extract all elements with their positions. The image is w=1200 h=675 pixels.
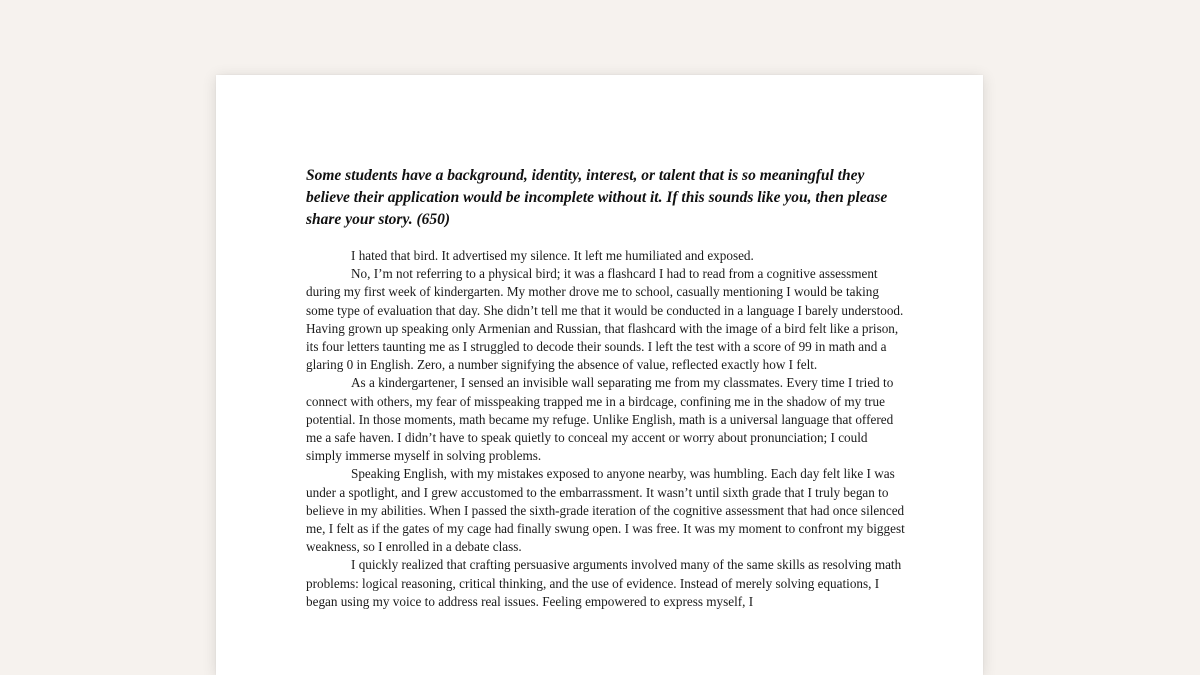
essay-paragraph-4: Speaking English, with my mistakes exposed to anyone nearby, was humbling. Each day felt like I was under a spotlight, and I grew accustomed to the embarrassment. It wasn’t until sixth grade that I truly began to believe in my abilities. When I passed the sixth-grade iteration of the cognitive assessment that had once silenced me, I felt as if the gates of my cage had finally swung open. I was free. It was my moment to confront my biggest weakness, so I enrolled in a debate class. (306, 466, 905, 555)
essay-paragraph-2: No, I’m not referring to a physical bird; it was a flashcard I had to read from a cognitive assessment during my first week of kindergarten. My mother drove me to school, casually mentioning I would be taking some type of evaluation that day. She didn’t tell me that it would be conducted in a language I barely understood. Having grown up speaking only Armenian and Russian, that flashcard with the image of a bird felt like a prison, its four letters taunting me as I struggled to decode their sounds. I left the test with a score of 99 in math and a glaring 0 in English. Zero, a number signifying the absence of value, reflected exactly how I felt. (306, 266, 904, 373)
essay-paragraph-5: I quickly realized that crafting persuasive arguments involved many of the same skills as resolving math problems: logical reasoning, critical thinking, and the use of evidence. Instead of merely solving equations, I began using my voice to address real issues. Feeling empowered to express myself, I (306, 557, 902, 609)
essay-prompt: Some students have a background, identity, interest, or talent that is so meaningful they believe their application would be incomplete without it. If this sounds like you, then please share your story. (650) (306, 167, 888, 228)
essay-paragraph-3: As a kindergartener, I sensed an invisible wall separating me from my classmates. Every time I tried to connect with others, my fear of misspeaking trapped me in a birdcage, confining me in the shadow of my true potential. In those moments, math became my refuge. Unlike English, math is a universal language that offered me a safe haven. I didn’t have to speak quietly to conceal my accent or worry about pronunciation; I could simply immerse myself in solving problems. (306, 375, 894, 464)
essay-body (306, 247, 906, 611)
essay-paragraph-1: I hated that bird. It advertised my silence. It left me humiliated and exposed. (351, 248, 754, 263)
document-page (216, 75, 983, 675)
